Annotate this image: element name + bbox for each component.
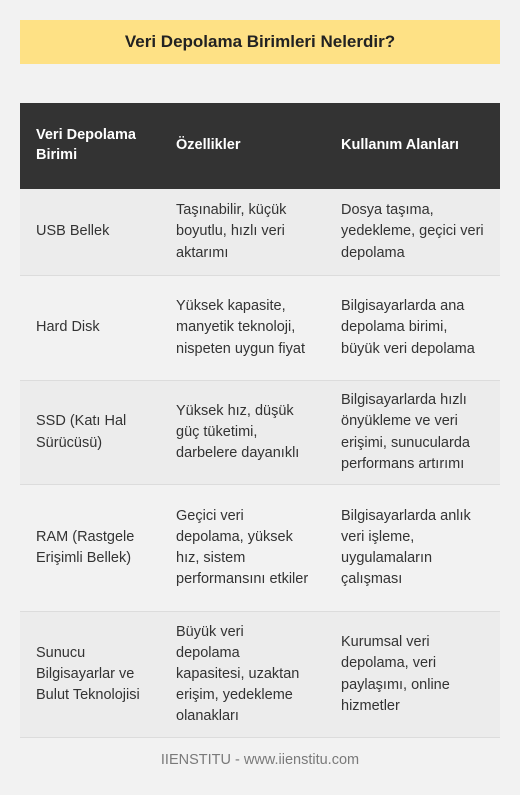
table-row — [20, 612, 500, 738]
cell-usage: Kurumsal veri depolama, veri paylaşımı, online hizmetler — [325, 612, 500, 738]
cell-features: Yüksek hız, düşük güç tüketimi, darbelere dayanıklı — [160, 381, 325, 485]
column-header-unit: Veri Depolama Birimi — [20, 103, 160, 189]
cell-features: Geçici veri depolama, yüksek hız, sistem performansını etkiler — [160, 485, 325, 612]
table-row — [20, 485, 500, 612]
cell-usage: Bilgisayarlarda anlık veri işleme, uygulamaların çalışması — [325, 485, 500, 612]
cell-unit: Hard Disk — [20, 276, 160, 381]
cell-features: Büyük veri depolama kapasitesi, uzaktan erişim, yedekleme olanakları — [160, 612, 325, 738]
cell-unit: USB Bellek — [20, 189, 160, 276]
cell-unit: SSD (Katı Hal Sürücüsü) — [20, 381, 160, 485]
footer-source: IIENSTITU - www.iienstitu.com — [160, 752, 360, 768]
page-title: Veri Depolama Birimleri Nelerdir? — [20, 20, 500, 64]
cell-unit: Sunucu Bilgisayarlar ve Bulut Teknolojisi — [20, 612, 160, 738]
table-row — [20, 276, 500, 381]
column-header-usage: Kullanım Alanları — [325, 103, 500, 189]
cell-usage: Bilgisayarlarda hızlı önyükleme ve veri erişimi, sunucularda performans artırımı — [325, 381, 500, 485]
table-header-row — [20, 103, 500, 189]
storage-units-table — [20, 103, 500, 738]
cell-usage: Dosya taşıma, yedekleme, geçici veri depolama — [325, 189, 500, 276]
cell-features: Yüksek kapasite, manyetik teknoloji, nispeten uygun fiyat — [160, 276, 325, 381]
column-header-features: Özellikler — [160, 103, 325, 189]
table-row — [20, 189, 500, 276]
cell-usage: Bilgisayarlarda ana depolama birimi, büyük veri depolama — [325, 276, 500, 381]
table-row — [20, 381, 500, 485]
cell-features: Taşınabilir, küçük boyutlu, hızlı veri aktarımı — [160, 189, 325, 276]
cell-unit: RAM (Rastgele Erişimli Bellek) — [20, 485, 160, 612]
